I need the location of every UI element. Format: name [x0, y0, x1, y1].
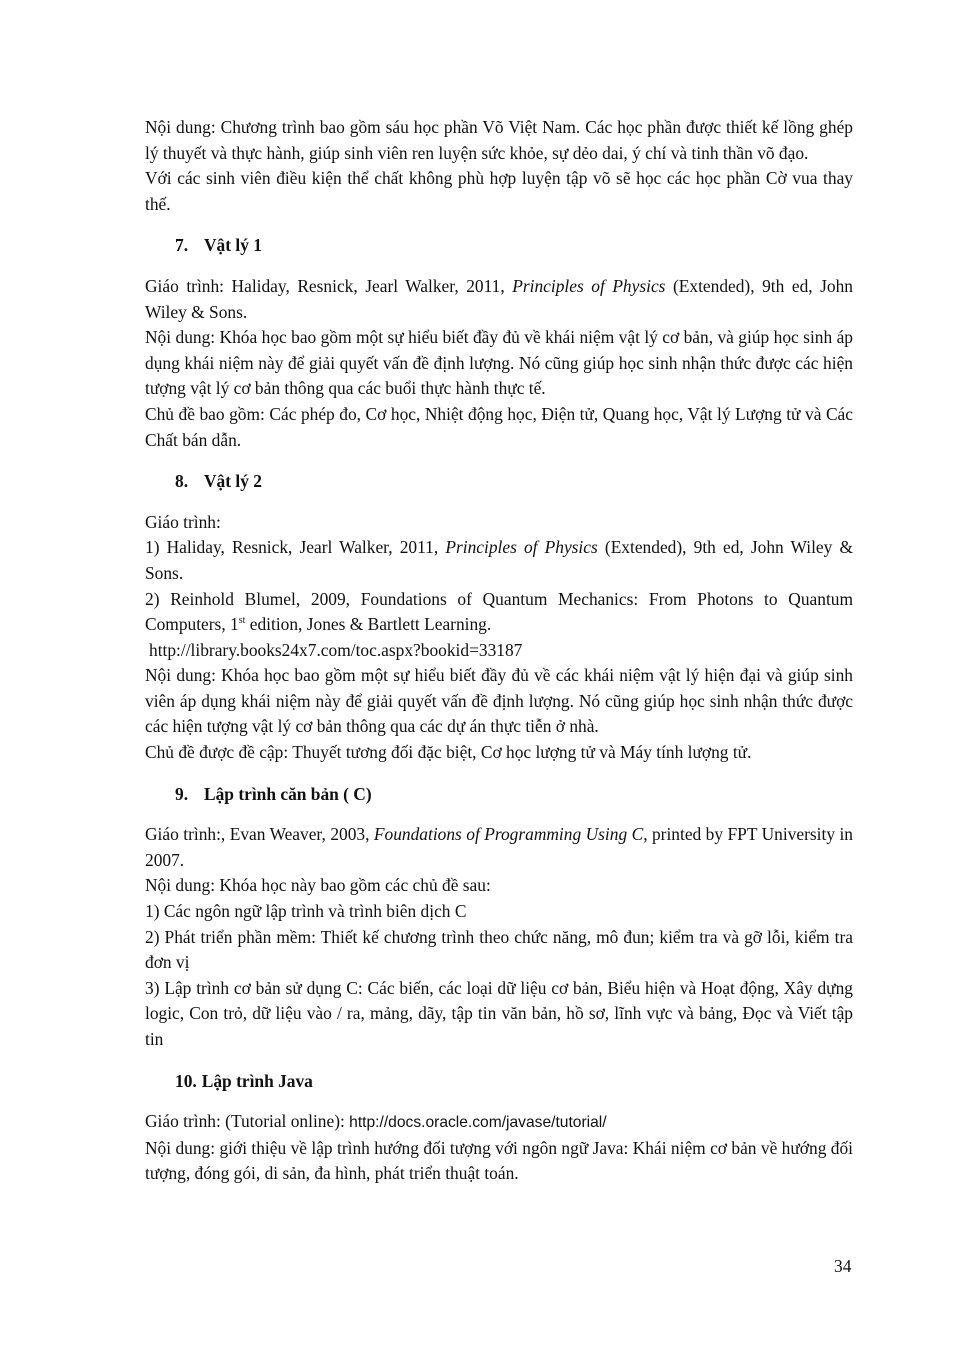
list-item: 1) Các ngôn ngữ lập trình và trình biên dịch C	[145, 901, 467, 922]
textbook-item	[145, 587, 853, 638]
section-number: 10.	[175, 1070, 197, 1091]
textbook-url-link[interactable]: http://library.books24x7.com/toc.aspx?bookid=33187	[149, 639, 523, 660]
section-title: Vật lý 1	[204, 235, 262, 256]
content-paragraph: Nội dung: Khóa học bao gồm một sự hiểu biết đầy đủ về khái niệm vật lý cơ bản, và giúp học sinh áp dụng khái niệm này để giải quyết vấn đề định lượng. Nó cũng giúp học sinh nhận thức được các hiện tượng vật lý cơ bản thông qua các buổi thực hành thực tế.	[145, 327, 853, 399]
textbook-item	[145, 535, 853, 586]
textbook-text: (Extended), 9th ed, John Wiley & Sons.	[145, 537, 854, 583]
textbook-text: Giáo trình: (Tutorial online):	[145, 1111, 350, 1132]
textbook-paragraph	[145, 274, 853, 325]
book-title: Principles of Physics	[512, 275, 666, 296]
section-heading-physics-1	[145, 233, 853, 259]
textbook-text: Giáo trình:, Evan Weaver, 2003,	[145, 824, 374, 845]
textbook-paragraph	[145, 1109, 853, 1136]
topics-paragraph: Chủ đề được đề cập: Thuyết tương đối đặc biệt, Cơ học lượng tử và Máy tính lượng tử.	[145, 742, 752, 763]
textbook-text: , printed by FPT University in 2007.	[145, 824, 853, 870]
textbook-text: Giáo trình: Haliday, Resnick, Jearl Walker, 2011,	[145, 275, 513, 296]
section-title: Lập trình Java	[201, 1070, 313, 1091]
section-number: 8.	[175, 471, 189, 492]
textbook-text: 2) Reinhold Blumel, 2009, Foundations of Quantum Mechanics: From Photons to Quantum Computers, 1	[145, 588, 853, 635]
section-title: Lập trình căn bản ( C)	[204, 783, 372, 804]
content-paragraph: Nội dung: Khóa học này bao gồm các chủ đề sau:	[145, 875, 491, 896]
section-number: 7.	[175, 235, 189, 256]
section-title: Vật lý 2	[204, 471, 262, 492]
page-number: 34	[834, 1256, 852, 1276]
content-paragraph: Nội dung: Khóa học bao gồm một sự hiểu biết đầy đủ về các khái niệm vật lý hiện đại và giúp sinh viên áp dụng khái niệm này để giải quyết vấn đề định lượng. Nó cũng giúp học sinh nhận thức được các hiện tượng vật lý cơ bản thông qua các dự án thực tiễn ở nhà.	[145, 665, 853, 737]
superscript: st	[238, 615, 246, 627]
intro-note-paragraph: Với các sinh viên điều kiện thể chất không phù hợp luyện tập võ sẽ học các học phần Cờ vua thay thế.	[145, 168, 853, 214]
intro-content-paragraph: Nội dung: Chương trình bao gồm sáu học phần Võ Việt Nam. Các học phần được thiết kế lồng ghép lý thuyết và thực hành, giúp sinh viên ren luyện sức khỏe, sự dẻo dai, ý chí và tinh thần võ đạo.	[145, 117, 853, 163]
book-title: Foundations of Programming Using C	[373, 824, 644, 845]
textbook-text: (Extended), 9th ed, John Wiley & Sons.	[145, 275, 853, 322]
textbook-text: 1) Haliday, Resnick, Jearl Walker, 2011,	[145, 537, 446, 558]
topics-paragraph: Chủ đề bao gồm: Các phép đo, Cơ học, Nhiệt động học, Điện tử, Quang học, Vật lý Lượng tử và Các Chất bán dẫn.	[145, 403, 853, 450]
document-page	[145, 115, 853, 1187]
book-title: Principles of Physics	[445, 537, 598, 558]
list-item: 2) Phát triển phần mềm: Thiết kế chương trình theo chức năng, mô đun; kiểm tra và gỡ lỗi, kiểm tra đơn vị	[145, 926, 853, 973]
textbook-url-link[interactable]: http://docs.oracle.com/javase/tutorial/	[349, 1114, 607, 1132]
section-number: 9.	[175, 783, 189, 804]
section-heading-physics-2	[145, 469, 853, 495]
content-paragraph: Nội dung: giới thiệu về lập trình hướng đối tượng với ngôn ngữ Java: Khái niệm cơ bản về hướng đối tượng, đóng gói, di sản, đa hình, phát triển thuật toán.	[145, 1137, 853, 1184]
section-heading-java-programming	[145, 1069, 853, 1095]
textbook-text: edition, Jones & Bartlett Learning.	[245, 614, 492, 635]
section-heading-c-programming	[145, 782, 853, 808]
textbook-paragraph	[145, 822, 853, 873]
textbook-label: Giáo trình:	[145, 511, 221, 532]
list-item: 3) Lập trình cơ bản sử dụng C: Các biến, các loại dữ liệu cơ bản, Biểu hiện và Hoạt động, Xây dựng logic, Con trỏ, dữ liệu vào / ra, mảng, dãy, tập tin văn bản, hồ sơ, lĩnh vực và bảng, Đọc và Viết tập tin	[145, 977, 853, 1049]
